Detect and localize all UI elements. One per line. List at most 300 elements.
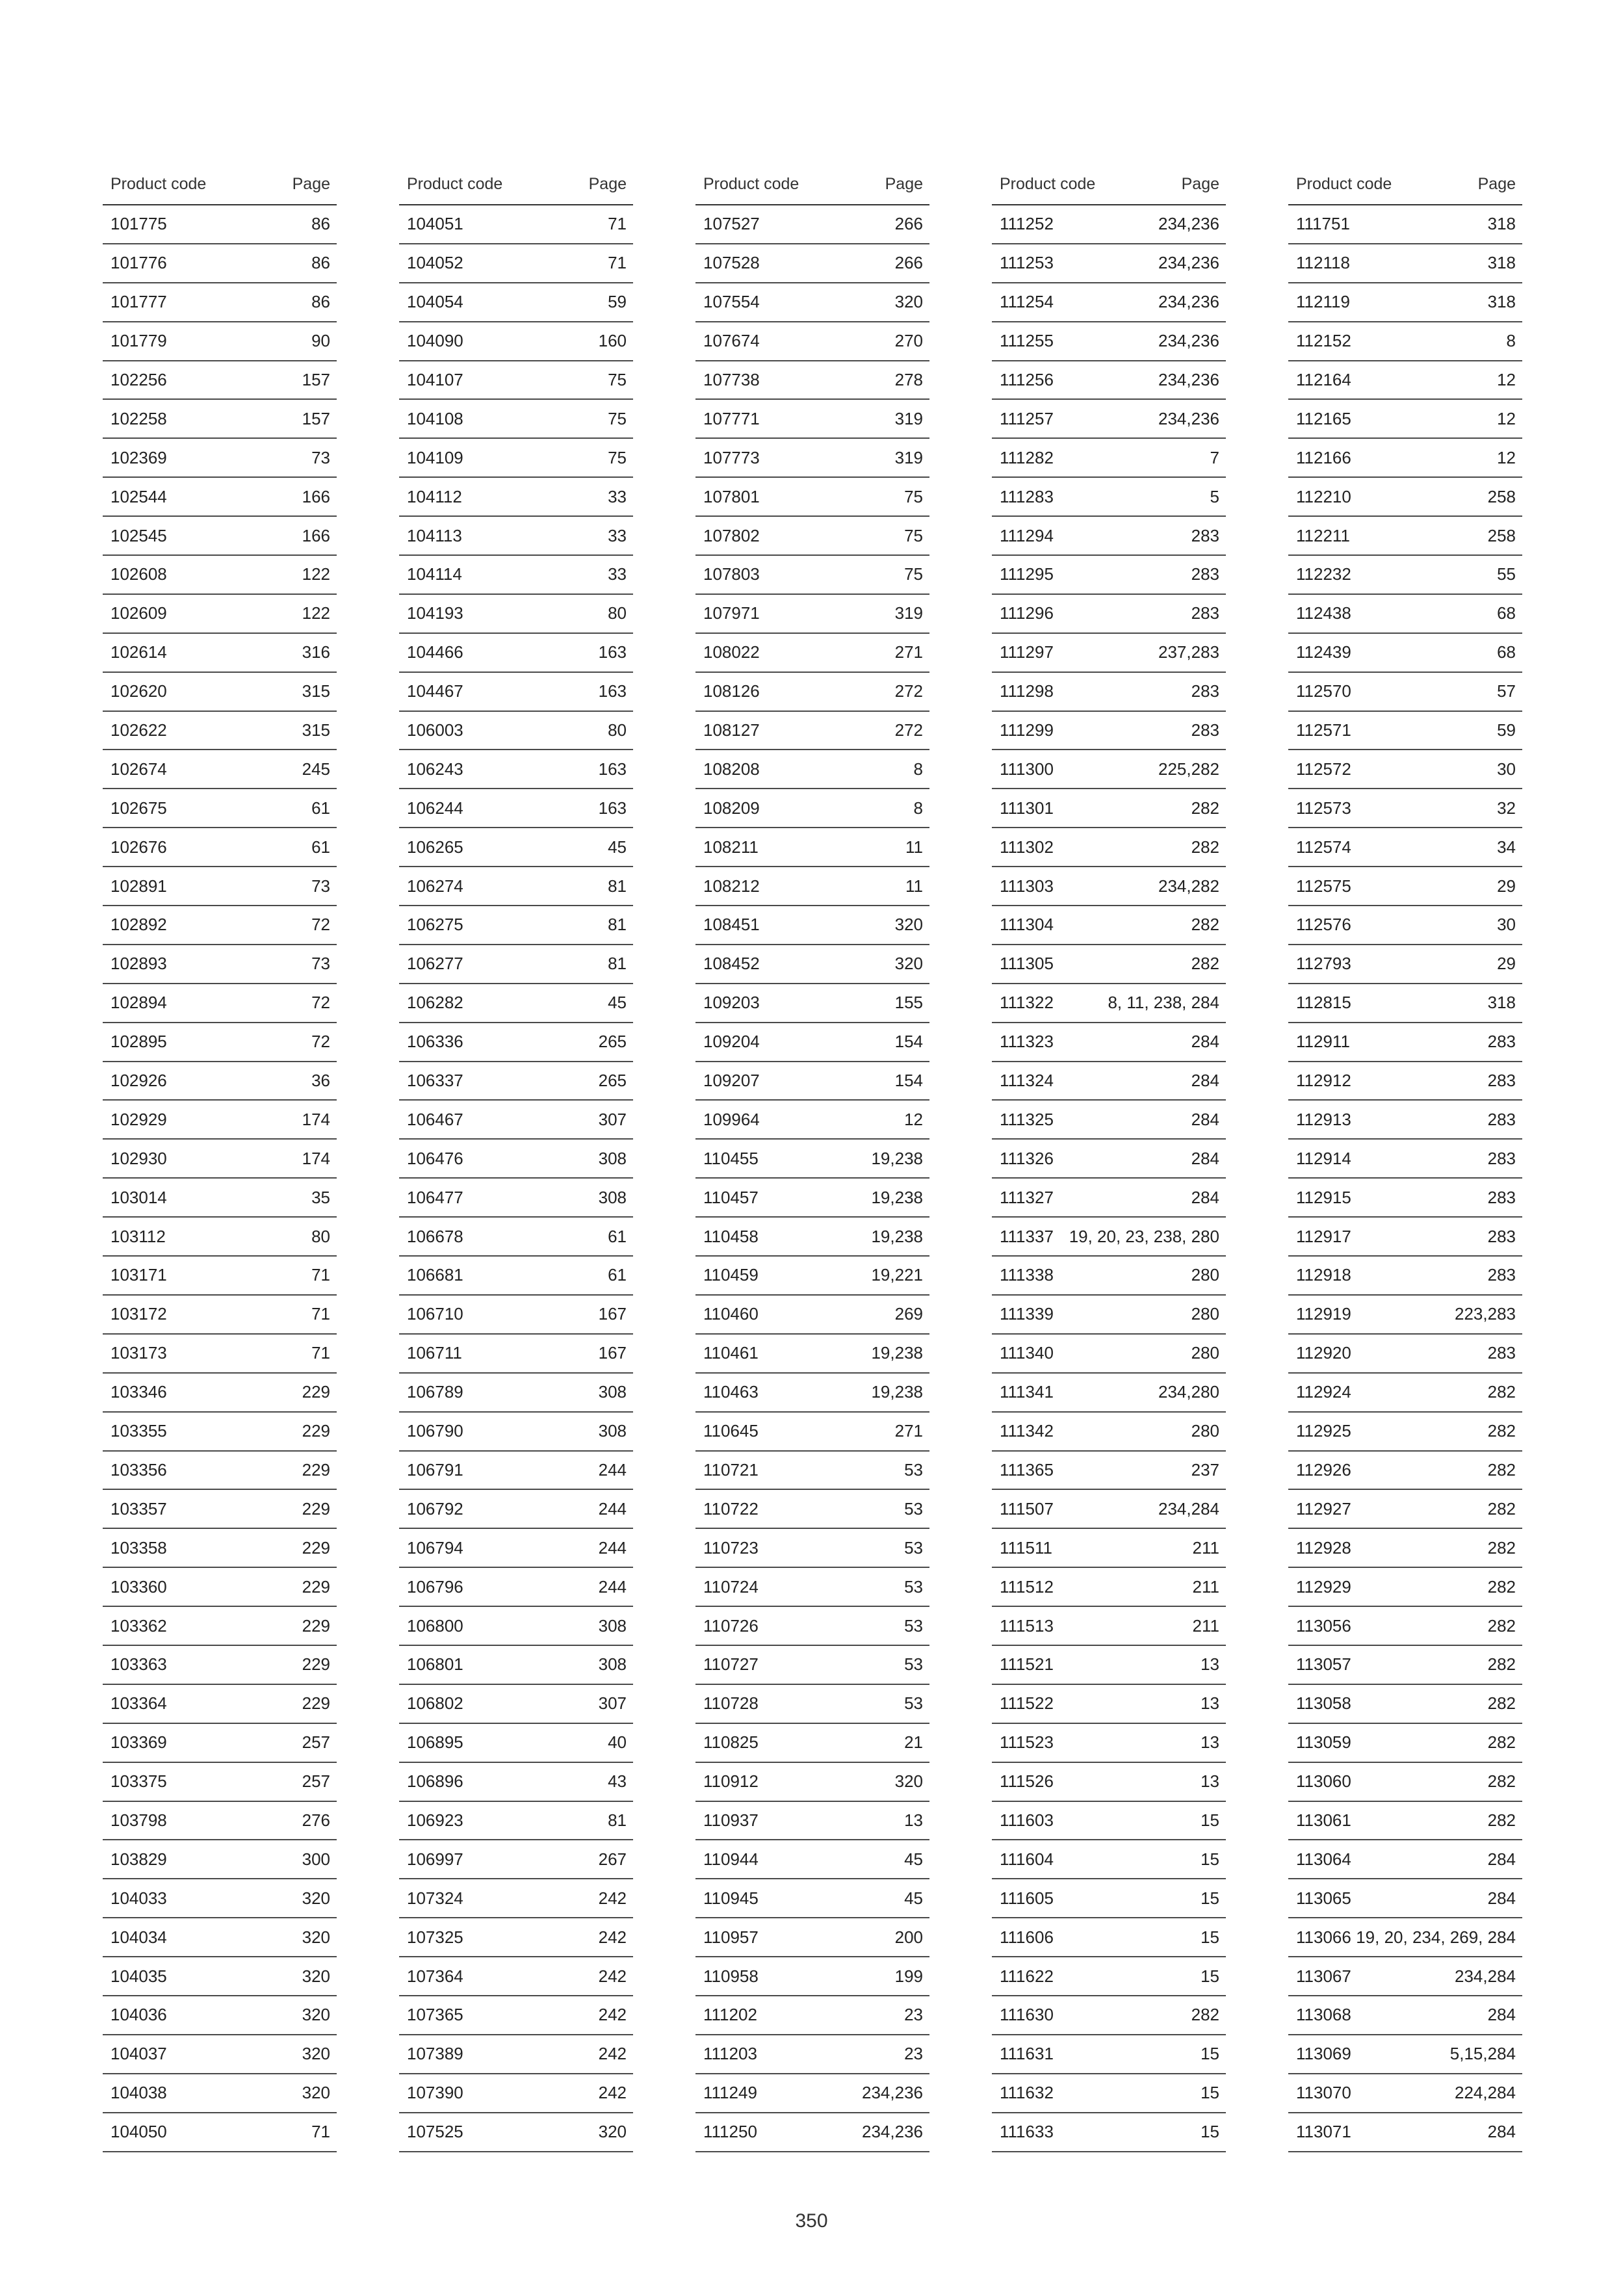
index-row: [399, 2074, 633, 2113]
index-row: [992, 1490, 1226, 1529]
product-code: 112570: [1296, 681, 1351, 701]
page-ref: 318: [1487, 253, 1516, 273]
page-ref: 282: [1191, 837, 1219, 857]
product-code: 112815: [1296, 993, 1351, 1013]
page-header: Page: [1181, 174, 1219, 193]
index-row: [992, 1529, 1226, 1568]
index-row: [103, 1218, 337, 1257]
page-ref: 283: [1191, 603, 1219, 623]
product-code: 110723: [703, 1537, 759, 1558]
index-row: [103, 1101, 337, 1140]
page-ref: 59: [608, 292, 627, 312]
product-code: 103172: [110, 1304, 167, 1324]
product-code: 113061: [1296, 1810, 1351, 1830]
product-code: 106923: [407, 1810, 463, 1830]
page-ref: 81: [608, 954, 627, 974]
product-code: 103356: [110, 1459, 167, 1480]
index-row: [695, 595, 929, 634]
index-row: [992, 1996, 1226, 2035]
product-code: 112793: [1296, 954, 1351, 974]
product-code: 110937: [703, 1810, 759, 1830]
index-row: [695, 1257, 929, 1296]
index-row: [695, 1062, 929, 1101]
product-code: 111606: [1000, 1927, 1054, 1947]
product-code: 113056: [1296, 1615, 1351, 1636]
product-code: 108126: [703, 681, 760, 701]
index-row: [1288, 828, 1522, 867]
product-code: 111340: [1000, 1343, 1054, 1363]
product-code: 106476: [407, 1148, 463, 1168]
product-code: 107771: [703, 408, 760, 428]
product-code: 102258: [110, 408, 167, 428]
product-code: 103364: [110, 1693, 167, 1714]
product-code: 113060: [1296, 1771, 1351, 1792]
index-row: [1288, 244, 1522, 283]
index-row: [103, 673, 337, 712]
page-ref: 81: [608, 915, 627, 935]
index-row: [1288, 556, 1522, 595]
page-ref: 234,284: [1158, 1498, 1219, 1519]
page-ref: 29: [1497, 954, 1516, 974]
product-code: 102369: [110, 447, 167, 467]
page-ref: 163: [598, 681, 627, 701]
index-row: [1288, 1957, 1522, 1996]
index-row: [399, 556, 633, 595]
product-code: 111283: [1000, 486, 1054, 506]
page-ref: 12: [904, 1109, 923, 1129]
product-code: 110945: [703, 1888, 759, 1908]
product-code: 111338: [1000, 1265, 1054, 1285]
product-code: 113059: [1296, 1732, 1351, 1753]
page-ref: 53: [904, 1654, 923, 1675]
product-code: 112926: [1296, 1459, 1351, 1480]
product-code: 101775: [110, 214, 167, 234]
index-row: [992, 1257, 1226, 1296]
product-code: 101777: [110, 292, 167, 312]
product-code: 108452: [703, 954, 760, 974]
product-code: 111301: [1000, 798, 1054, 818]
product-code: 113058: [1296, 1693, 1351, 1714]
index-row: [695, 750, 929, 789]
index-column-3: [695, 164, 929, 2152]
product-code: 113066: [1296, 1927, 1351, 1947]
product-code: 107527: [703, 214, 760, 234]
product-code: 111337: [1000, 1226, 1054, 1246]
page-ref: 320: [302, 1888, 330, 1908]
index-row: [399, 1607, 633, 1646]
index-row: [1288, 1763, 1522, 1802]
product-code: 104107: [407, 370, 463, 389]
product-code: 107325: [407, 1927, 463, 1947]
index-row: [695, 1685, 929, 1724]
index-row: [103, 828, 337, 867]
product-code: 109207: [703, 1071, 760, 1091]
page-ref: 157: [302, 408, 330, 428]
product-code: 104090: [407, 331, 463, 351]
page-ref: 234,282: [1158, 876, 1219, 896]
product-code: 111365: [1000, 1459, 1054, 1480]
product-code: 104052: [407, 253, 463, 273]
product-code: 107389: [407, 2044, 463, 2064]
index-row: [695, 712, 929, 751]
product-code: 112920: [1296, 1343, 1351, 1363]
index-row: [103, 1840, 337, 1879]
product-code: 111526: [1000, 1771, 1054, 1792]
page-ref: 282: [1487, 1421, 1516, 1441]
product-code: 102926: [110, 1071, 167, 1091]
index-row: [695, 322, 929, 361]
page-ref: 319: [894, 408, 923, 428]
index-row: [399, 1101, 633, 1140]
product-code: 106003: [407, 720, 463, 740]
index-row: [103, 283, 337, 322]
page-ref: 283: [1487, 1148, 1516, 1168]
page-ref: 280: [1191, 1421, 1219, 1441]
page-ref: 284: [1191, 1187, 1219, 1207]
product-code: 102609: [110, 603, 167, 623]
index-row: [695, 1724, 929, 1763]
page-ref: 86: [311, 253, 330, 273]
product-code: 104050: [110, 2122, 167, 2142]
page-ref: 229: [302, 1693, 330, 1714]
page-ref: 318: [1487, 214, 1516, 234]
product-code: 110728: [703, 1693, 759, 1714]
index-row: [103, 1724, 337, 1763]
page-ref: 270: [894, 331, 923, 351]
product-code: 110460: [703, 1304, 759, 1324]
index-row: [399, 789, 633, 828]
index-row: [992, 556, 1226, 595]
index-row: [695, 1802, 929, 1841]
product-code: 111630: [1000, 2005, 1054, 2025]
index-row: [992, 1957, 1226, 1996]
product-code: 101779: [110, 331, 167, 351]
index-row: [1288, 1568, 1522, 1607]
product-code: 111303: [1000, 876, 1054, 896]
product-code: 106678: [407, 1226, 463, 1246]
product-code: 111522: [1000, 1693, 1054, 1714]
index-row: [1288, 2113, 1522, 2152]
page-ref: 244: [598, 1576, 627, 1597]
page-ref: 307: [598, 1109, 627, 1129]
page-ref: 45: [608, 837, 627, 857]
page-ref: 71: [311, 1304, 330, 1324]
index-row: [103, 1413, 337, 1452]
product-code: 110727: [703, 1654, 759, 1675]
page-ref: 19,238: [871, 1226, 923, 1246]
index-row: [1288, 1840, 1522, 1879]
page-ref: 72: [311, 993, 330, 1013]
page-ref: 229: [302, 1537, 330, 1558]
product-code: 107801: [703, 486, 760, 506]
product-code: 113069: [1296, 2044, 1351, 2064]
product-code: 106467: [407, 1109, 463, 1129]
index-row: [695, 2113, 929, 2152]
product-code: 102608: [110, 564, 167, 584]
index-row: [399, 1179, 633, 1218]
product-code: 111322: [1000, 993, 1054, 1013]
page-ref: 211: [1192, 1615, 1219, 1636]
product-code: 106337: [407, 1071, 463, 1091]
index-row: [1288, 673, 1522, 712]
index-row: [103, 1374, 337, 1413]
product-code: 102545: [110, 525, 167, 545]
page-ref: 61: [608, 1265, 627, 1285]
product-code: 112118: [1296, 253, 1350, 273]
product-code: 112572: [1296, 759, 1351, 779]
product-code: 111202: [703, 2005, 757, 2025]
page-ref: 71: [311, 1265, 330, 1285]
page-ref: 33: [608, 525, 627, 545]
index-row: [103, 634, 337, 673]
index-row: [399, 1685, 633, 1724]
index-column-1: [103, 164, 337, 2152]
page-ref: 45: [904, 1888, 923, 1908]
page-ref: 12: [1497, 370, 1516, 389]
page-ref: 75: [608, 370, 627, 389]
index-row: [103, 867, 337, 906]
index-row: [695, 789, 929, 828]
page-ref: 61: [608, 1226, 627, 1246]
product-code: 111300: [1000, 759, 1054, 779]
product-code: 104051: [407, 214, 463, 234]
page-ref: 71: [311, 2122, 330, 2142]
page-ref: 242: [598, 1966, 627, 1986]
page-ref: 271: [894, 642, 923, 662]
page-ref: 23: [904, 2044, 923, 2064]
index-row: [103, 1763, 337, 1802]
product-code: 111633: [1000, 2122, 1054, 2142]
index-row: [399, 1257, 633, 1296]
page-ref: 234,236: [1158, 408, 1219, 428]
product-code: 107773: [703, 447, 760, 467]
page-ref: 308: [598, 1421, 627, 1441]
index-row: [695, 1023, 929, 1062]
product-code: 112211: [1296, 525, 1350, 545]
product-code: 106794: [407, 1537, 463, 1558]
product-code: 112914: [1296, 1148, 1351, 1168]
index-row: [103, 1335, 337, 1374]
index-row: [695, 1452, 929, 1491]
page-ref: 280: [1191, 1265, 1219, 1285]
index-row: [399, 1646, 633, 1685]
index-row: [992, 673, 1226, 712]
product-code: 104034: [110, 1927, 167, 1947]
index-row: [695, 400, 929, 439]
page-ref: 307: [598, 1693, 627, 1714]
page-ref: 315: [302, 720, 330, 740]
product-code: 104037: [110, 2044, 167, 2064]
product-code-header: Product code: [703, 174, 799, 193]
index-row: [103, 556, 337, 595]
product-code: 110645: [703, 1421, 759, 1441]
page-ref: 13: [1201, 1732, 1219, 1753]
page-ref: 72: [311, 1032, 330, 1052]
index-row: [399, 1374, 633, 1413]
product-code: 103355: [110, 1421, 167, 1441]
product-code: 109964: [703, 1109, 760, 1129]
index-row: [992, 2113, 1226, 2152]
product-code: 106275: [407, 915, 463, 935]
product-code: 111255: [1000, 331, 1054, 351]
product-code: 111305: [1000, 954, 1054, 974]
product-code: 111604: [1000, 1849, 1054, 1869]
page-ref: 167: [598, 1343, 627, 1363]
page-ref: 43: [608, 1771, 627, 1792]
page-ref: 8: [913, 798, 923, 818]
index-row: [992, 750, 1226, 789]
product-code: 112911: [1296, 1032, 1350, 1052]
product-code: 113067: [1296, 1966, 1351, 1986]
product-code: 111294: [1000, 525, 1054, 545]
page-ref: 29: [1497, 876, 1516, 896]
product-code: 106792: [407, 1498, 463, 1519]
index-row: [103, 478, 337, 517]
index-row: [103, 1607, 337, 1646]
index-row: [992, 1685, 1226, 1724]
index-row: [992, 1335, 1226, 1374]
product-code: 111325: [1000, 1109, 1054, 1129]
product-code: 111342: [1000, 1421, 1054, 1441]
page-ref: 30: [1497, 759, 1516, 779]
index-row: [399, 1724, 633, 1763]
product-code: 113064: [1296, 1849, 1351, 1869]
page-ref: 245: [302, 759, 330, 779]
page-ref: 234,236: [862, 2083, 923, 2103]
page-ref: 318: [1487, 292, 1516, 312]
page-ref: 71: [608, 253, 627, 273]
index-row: [992, 1413, 1226, 1452]
page-ref: 81: [608, 876, 627, 896]
page-ref: 300: [302, 1849, 330, 1869]
page-ref: 308: [598, 1615, 627, 1636]
page-ref: 11: [905, 837, 923, 857]
index-row: [399, 1452, 633, 1491]
index-row: [399, 1529, 633, 1568]
page-ref: 15: [1201, 1810, 1219, 1830]
page-ref: 174: [302, 1109, 330, 1129]
page-ref: 244: [598, 1537, 627, 1558]
index-row: [992, 2074, 1226, 2113]
index-row: [992, 517, 1226, 556]
product-code-header: Product code: [1000, 174, 1096, 193]
index-row: [992, 1607, 1226, 1646]
page-ref: 265: [598, 1032, 627, 1052]
index-row: [1288, 1802, 1522, 1841]
index-row: [399, 1413, 633, 1452]
index-row: [992, 945, 1226, 984]
product-code: 112166: [1296, 447, 1351, 467]
index-row: [992, 1062, 1226, 1101]
index-row: [695, 906, 929, 945]
page-ref: 53: [904, 1459, 923, 1480]
product-code: 111254: [1000, 292, 1054, 312]
index-row: [103, 1879, 337, 1918]
index-row: [695, 1374, 929, 1413]
index-row: [399, 595, 633, 634]
page-ref: 12: [1497, 408, 1516, 428]
index-row: [103, 1957, 337, 1996]
page-ref: 80: [608, 720, 627, 740]
column-header: [1288, 164, 1522, 205]
index-row: [695, 361, 929, 400]
page-ref: 15: [1201, 2083, 1219, 2103]
product-code: 107554: [703, 292, 760, 312]
index-row: [695, 283, 929, 322]
column-header: [399, 164, 633, 205]
page-header: Page: [292, 174, 330, 193]
index-row: [1288, 906, 1522, 945]
index-row: [695, 1296, 929, 1335]
page-ref: 19,221: [871, 1265, 923, 1285]
index-row: [399, 828, 633, 867]
page-header: Page: [885, 174, 923, 193]
page-ref: 229: [302, 1421, 330, 1441]
product-code: 112164: [1296, 370, 1351, 389]
index-row: [103, 712, 337, 751]
index-row: [695, 867, 929, 906]
index-row: [1288, 1296, 1522, 1335]
index-row: [1288, 1529, 1522, 1568]
page-ref: 229: [302, 1654, 330, 1675]
index-row: [399, 322, 633, 361]
index-row: [1288, 361, 1522, 400]
page-ref: 282: [1487, 1615, 1516, 1636]
page-ref: 80: [311, 1226, 330, 1246]
product-code: 103173: [110, 1343, 167, 1363]
product-code: 111326: [1000, 1148, 1054, 1168]
index-row: [992, 867, 1226, 906]
product-code: 106244: [407, 798, 463, 818]
index-row: [992, 1568, 1226, 1607]
product-code: 106277: [407, 954, 463, 974]
product-code: 103362: [110, 1615, 167, 1636]
product-code: 104109: [407, 447, 463, 467]
page-ref: 13: [1201, 1771, 1219, 1792]
page-ref: 282: [1487, 1732, 1516, 1753]
index-row: [103, 1802, 337, 1841]
product-code: 108208: [703, 759, 760, 779]
product-code: 104108: [407, 408, 463, 428]
index-row: [399, 1062, 633, 1101]
product-code: 112913: [1296, 1109, 1351, 1129]
product-code: 111249: [703, 2083, 757, 2103]
product-code: 111521: [1000, 1654, 1054, 1675]
product-code: 113071: [1296, 2122, 1351, 2142]
product-code: 107738: [703, 370, 760, 389]
product-code: 102891: [110, 876, 167, 896]
product-code: 107803: [703, 564, 760, 584]
page-ref: 284: [1487, 1849, 1516, 1869]
product-code: 110721: [703, 1459, 759, 1480]
page-ref: 71: [608, 214, 627, 234]
index-row: [103, 1257, 337, 1296]
product-code-header: Product code: [407, 174, 503, 193]
product-code: 111507: [1000, 1498, 1054, 1519]
column-header: [695, 164, 929, 205]
index-row: [992, 1918, 1226, 1957]
product-code: 112165: [1296, 408, 1351, 428]
page-ref: 5: [1210, 486, 1219, 506]
index-row: [103, 1179, 337, 1218]
page-ref: 15: [1201, 1927, 1219, 1947]
product-code: 112119: [1296, 292, 1350, 312]
page-ref: 282: [1487, 1459, 1516, 1480]
index-row: [1288, 1062, 1522, 1101]
page-ref: 199: [894, 1966, 923, 1986]
product-code: 103375: [110, 1771, 167, 1792]
product-code: 106282: [407, 993, 463, 1013]
